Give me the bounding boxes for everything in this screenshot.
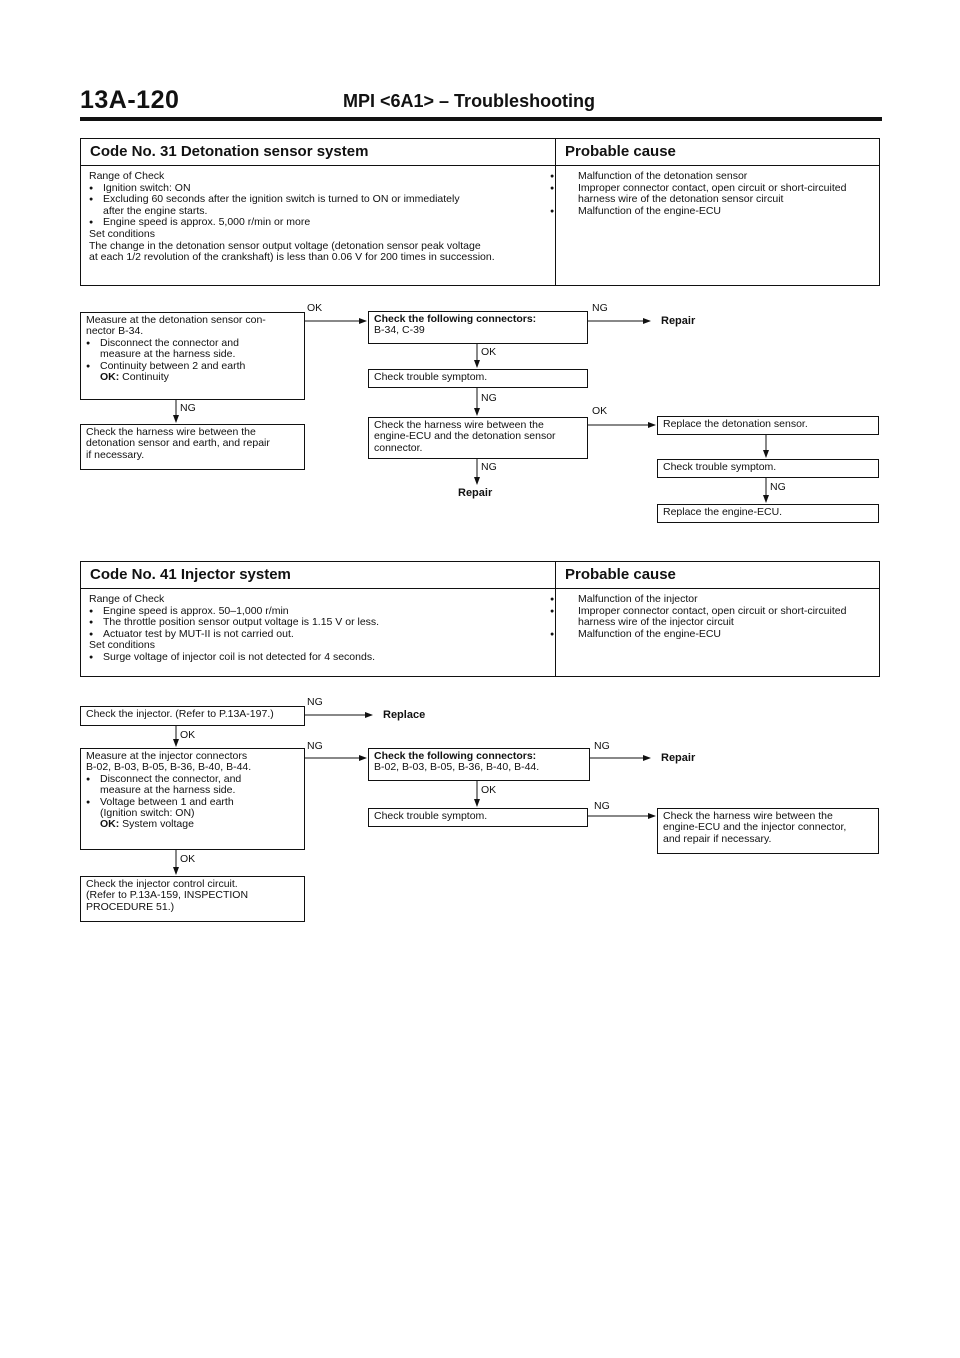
box-line: PROCEDURE 51.) bbox=[86, 900, 175, 913]
ng-label: NG bbox=[594, 740, 610, 752]
box-line: B-02, B-03, B-05, B-36, B-40, B-44. bbox=[374, 761, 540, 774]
code31-cause-heading: Probable cause bbox=[565, 143, 676, 160]
code41-cause-heading: Probable cause bbox=[565, 566, 676, 583]
box-line: and repair if necessary. bbox=[663, 832, 772, 845]
box-ok-line bbox=[86, 372, 300, 383]
box-line: Check the injector. (Refer to P.13A-197.) bbox=[86, 708, 274, 720]
ng-label: NG bbox=[307, 696, 323, 708]
ng-label: NG bbox=[594, 800, 610, 812]
box-line: Check the harness wire between the bbox=[374, 419, 544, 431]
box-line: Replace the detonation sensor. bbox=[663, 418, 808, 430]
ok-label: OK: bbox=[100, 371, 120, 384]
cause-item: ● Malfunction of the engine-ECU bbox=[564, 206, 873, 218]
box-bullet: ● Disconnect the connector and bbox=[86, 338, 300, 349]
check-control-circuit-box bbox=[80, 876, 305, 922]
ok-value: Continuity bbox=[122, 371, 169, 384]
check-connectors-box bbox=[368, 748, 590, 781]
check-harness-ecu-box bbox=[368, 417, 588, 459]
ok-label: OK bbox=[180, 853, 196, 865]
box-line: B-34, C-39 bbox=[374, 324, 425, 337]
range-item: after the engine starts. bbox=[103, 204, 208, 217]
range-item: ● Actuator test by MUT-II is not carried out. bbox=[89, 629, 549, 641]
code41-heading: Code No. 41 Injector system bbox=[81, 562, 556, 588]
replace-label: Replace bbox=[383, 709, 426, 721]
box-bullet: ● Voltage between 1 and earth bbox=[86, 797, 300, 808]
check-trouble-box bbox=[368, 369, 588, 388]
box-line: Check trouble symptom. bbox=[374, 810, 488, 822]
code41-causes bbox=[556, 589, 879, 677]
page-number: 13A-120 bbox=[80, 86, 180, 114]
box-line: Check the injector control circuit. bbox=[86, 878, 238, 890]
set-item: ● Surge voltage of injector coil is not detected for 4 seconds. bbox=[89, 652, 549, 664]
cause-item: ● Improper connector contact, open circuit or short-circuited harness wire of the injector circuit bbox=[564, 606, 873, 629]
measure-detonation-box bbox=[80, 312, 305, 400]
range-item: ● Ignition switch: ON bbox=[89, 183, 549, 195]
check-harness-earth-box bbox=[80, 424, 305, 470]
box-line: (Refer to P.13A-159, INSPECTION bbox=[86, 889, 249, 902]
box-ok-line bbox=[86, 819, 300, 830]
box-line: Measure at the injector connectors bbox=[86, 750, 248, 762]
cause-item: ● Malfunction of the injector bbox=[564, 594, 873, 606]
check-harness-injector-box bbox=[657, 808, 879, 854]
set-text: at each 1/2 revolution of the crankshaft) is less than 0.06 V for 200 times in succession. bbox=[89, 251, 495, 264]
set-text: The change in the detonation sensor output voltage (detonation sensor peak voltage bbox=[89, 239, 481, 252]
cause-item: ● Malfunction of the engine-ECU bbox=[564, 629, 873, 641]
check-trouble-box bbox=[368, 808, 588, 827]
repair-label: Repair bbox=[458, 487, 493, 499]
box-line: Measure at the detonation sensor con- bbox=[86, 314, 266, 326]
box-line: measure at the harness side. bbox=[100, 784, 236, 797]
box-line: Check the harness wire between the bbox=[86, 426, 256, 438]
ng-label: NG bbox=[307, 740, 323, 752]
box-line: detonation sensor and earth, and repair bbox=[86, 437, 270, 450]
ok-label: OK bbox=[481, 346, 497, 358]
repair-label: Repair bbox=[661, 315, 696, 327]
box-bullet: ● Continuity between 2 and earth bbox=[86, 361, 300, 372]
box-line: connector. bbox=[374, 441, 423, 454]
ok-label: OK bbox=[307, 302, 323, 314]
set-label: Set conditions bbox=[89, 639, 155, 652]
replace-ecu-box bbox=[657, 504, 879, 523]
range-item: ● The throttle position sensor output voltage is 1.15 V or less. bbox=[89, 617, 549, 629]
check-connectors-box bbox=[368, 311, 588, 344]
page-title: MPI <6A1> – Troubleshooting bbox=[343, 91, 596, 111]
ok-label: OK bbox=[180, 729, 196, 741]
box-line: engine-ECU and the injector connector, bbox=[663, 821, 847, 834]
ng-label: NG bbox=[481, 392, 497, 404]
range-label: Range of Check bbox=[89, 593, 165, 605]
range-label: Range of Check bbox=[89, 170, 165, 182]
set-label: Set conditions bbox=[89, 227, 155, 240]
box-line: Check trouble symptom. bbox=[374, 371, 488, 383]
box-title: Check the following connectors: bbox=[374, 750, 537, 762]
box-line: (Ignition switch: ON) bbox=[100, 807, 195, 820]
ng-label: NG bbox=[592, 302, 608, 314]
cause-item: ● Improper connector contact, open circuit or short-circuited harness wire of the detonation sensor circuit bbox=[564, 183, 873, 206]
replace-sensor-box bbox=[657, 416, 879, 435]
range-item: ● Engine speed is approx. 50–1,000 r/min bbox=[89, 606, 549, 618]
box-line: Check the harness wire between the bbox=[663, 810, 833, 822]
check-injector-box bbox=[80, 706, 305, 726]
ok-label: OK bbox=[481, 784, 497, 796]
box-line: Replace the engine-ECU. bbox=[663, 506, 783, 518]
code41-table bbox=[80, 561, 880, 677]
box-title: Check the following connectors: bbox=[374, 313, 537, 325]
box-line: B-02, B-03, B-05, B-36, B-40, B-44. bbox=[86, 761, 252, 774]
range-item: ● Engine speed is approx. 5,000 r/min or more bbox=[89, 217, 549, 229]
box-line: engine-ECU and the detonation sensor bbox=[374, 430, 556, 443]
box-bullet: ● Disconnect the connector, and bbox=[86, 774, 300, 785]
box-line: measure at the harness side. bbox=[100, 348, 236, 361]
measure-injector-box bbox=[80, 748, 305, 850]
ng-label: NG bbox=[481, 461, 497, 473]
box-line: Check trouble symptom. bbox=[663, 461, 777, 473]
range-item: ● Excluding 60 seconds after the ignition switch is turned to ON or immediately bbox=[89, 194, 549, 206]
code41-conditions bbox=[81, 589, 556, 677]
box-line: nector B-34. bbox=[86, 325, 144, 338]
ok-label: OK bbox=[592, 405, 608, 417]
ng-label: NG bbox=[180, 402, 196, 414]
box-line: if necessary. bbox=[86, 448, 145, 461]
cause-item: ● Malfunction of the detonation sensor bbox=[564, 171, 873, 183]
ok-value: System voltage bbox=[122, 818, 194, 831]
ok-label: OK: bbox=[100, 818, 120, 831]
ng-label: NG bbox=[770, 481, 786, 493]
repair-label: Repair bbox=[661, 752, 696, 764]
check-trouble-box bbox=[657, 459, 879, 478]
code31-heading: Code No. 31 Detonation sensor system bbox=[81, 139, 556, 165]
